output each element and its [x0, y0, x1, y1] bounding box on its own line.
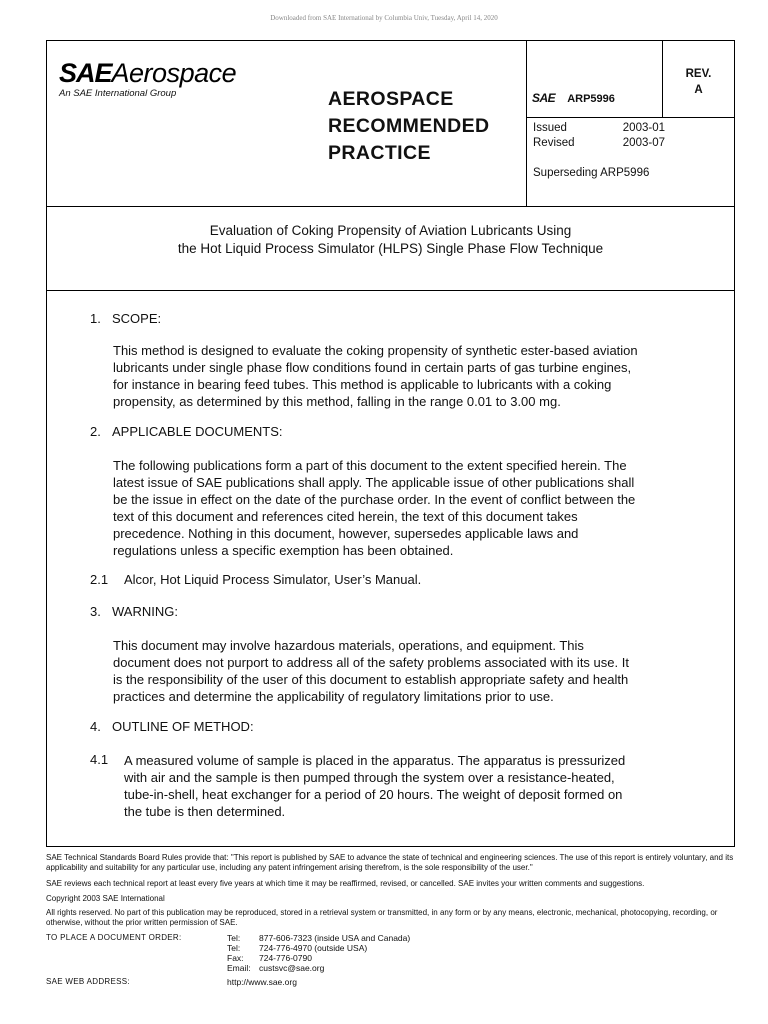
- document-header: [47, 41, 734, 207]
- document-title-box: [47, 207, 734, 291]
- paragraph-line: practices and determine the applicability of regulatory limitations prior to use.: [113, 689, 554, 704]
- copyright-notice: Copyright 2003 SAE International: [46, 894, 165, 903]
- review-policy: SAE reviews each technical report at least every five years at which time it may be reaffirmed, revised, or cancelled. SAE invites your written comments and suggestions.: [46, 879, 645, 888]
- reference-item: Alcor, Hot Liquid Process Simulator, User’s Manual.: [124, 572, 422, 587]
- tel-label: Tel:: [227, 943, 241, 953]
- paragraph-line: This method is designed to evaluate the coking propensity of synthetic ester-based aviation: [113, 343, 638, 358]
- doc-type-line: AEROSPACE: [328, 88, 454, 110]
- issued-value: 2003-01: [622, 122, 665, 134]
- section-heading-scope: SCOPE:: [112, 311, 162, 326]
- tel-inside-usa: 877-606-7323 (inside USA and Canada): [259, 933, 411, 943]
- tel-outside-usa: 724-776-4970 (outside USA): [259, 943, 368, 953]
- doc-type-line: RECOMMENDED: [328, 115, 490, 137]
- paragraph-line: text of this document and references cited herein, the text of this document takes: [113, 509, 578, 524]
- paragraph-line: the tube is then determined.: [124, 804, 286, 819]
- section-heading-applicable-documents: APPLICABLE DOCUMENTS:: [112, 424, 283, 439]
- warning-paragraph: [113, 637, 629, 705]
- superseding-note: Superseding ARP5996: [533, 167, 650, 179]
- paragraph-line: tube-in-shell, heat exchanger for a period of 20 hours. The weight of deposit formed on: [124, 787, 623, 802]
- section-heading-warning: WARNING:: [112, 604, 178, 619]
- header-divider: [526, 41, 527, 206]
- fax-label: Fax:: [227, 953, 244, 963]
- header-divider: [526, 117, 734, 118]
- doc-type-line: PRACTICE: [328, 142, 431, 164]
- revision: [663, 66, 734, 98]
- doc-number-value: ARP5996: [567, 93, 615, 105]
- paragraph-line: is the responsibility of the user of this document to establish appropriate safety and health: [113, 672, 629, 687]
- section-number: 2.1: [90, 572, 109, 587]
- applicable-documents-paragraph: [113, 457, 635, 559]
- paragraph-line: be the issue in effect on the date of the purchase order. In the event of conflict between the: [113, 492, 636, 507]
- outline-paragraph: [124, 752, 625, 820]
- paragraph-line: for instance in bearing feed tubes. This method is applicable to lubricants with a coking: [113, 377, 612, 392]
- paragraph-line: A measured volume of sample is placed in the apparatus. The apparatus is pressurized: [124, 753, 626, 768]
- email-label: Email:: [227, 963, 251, 973]
- section-heading-outline-of-method: OUTLINE OF METHOD:: [112, 719, 254, 734]
- section-number: 4.1: [90, 752, 109, 767]
- standards-board-rules: SAE Technical Standards Board Rules provide that: "This report is published by SAE to advance the state of technical and engineering sciences. The use of this report is entirely voluntary, and its applicability and suitability for any particular use, including any patent infringement arising therefrom, is the sole responsibility of the user.": [46, 853, 734, 872]
- tel-label: Tel:: [227, 933, 241, 943]
- paragraph-line: with air and the sample is then pumped through the system over a resistance-heated,: [124, 770, 615, 785]
- revised-label: Revised: [533, 137, 575, 149]
- logo-aerospace-text: Aerospace: [111, 58, 237, 88]
- document-number: [532, 91, 615, 105]
- order-label: TO PLACE A DOCUMENT ORDER:: [46, 933, 182, 942]
- logo-subtitle: An SAE International Group: [59, 88, 177, 99]
- section-number: 3.: [90, 604, 101, 619]
- contact-block: [227, 933, 410, 973]
- rev-label: REV.: [685, 68, 712, 80]
- fax-number: 724-776-0790: [259, 953, 312, 963]
- paragraph-line: lubricants under single phase flow conditions found in certain parts of gas turbine engines,: [113, 360, 632, 375]
- web-address-link[interactable]: http://www.sae.org: [227, 977, 297, 987]
- paragraph-line: regulations unless a specific exemption has been obtained.: [113, 543, 454, 558]
- section-number: 2.: [90, 424, 101, 439]
- scope-paragraph: [113, 342, 638, 410]
- email-link[interactable]: custsvc@sae.org: [259, 963, 325, 973]
- logo-sae-text: SAE: [59, 58, 112, 88]
- web-address-label: SAE WEB ADDRESS:: [46, 977, 130, 986]
- paragraph-line: document does not purport to address all of the safety problems associated with its use. It: [113, 655, 629, 670]
- issued-label: Issued: [533, 122, 567, 134]
- rights-notice: All rights reserved. No part of this publication may be reproduced, stored in a retrieval system or transmitted, in any form or by any means, electronic, mechanical, photocopying, recording, or otherwise, without the prior written permission of SAE.: [46, 908, 718, 927]
- document-dates: [533, 121, 665, 151]
- paragraph-line: latest issue of SAE publications shall apply. The applicable issue of other publications shall: [113, 475, 635, 490]
- paragraph-line: propensity, as determined by this method, falling in the range 0.01 to 3.00 mg.: [113, 394, 561, 409]
- paragraph-line: precedence. Nothing in this document, however, supersedes applicable laws and: [113, 526, 579, 541]
- document-title-line: Evaluation of Coking Propensity of Aviation Lubricants Using: [209, 223, 572, 238]
- rev-value: A: [694, 84, 703, 96]
- document-title-line: the Hot Liquid Process Simulator (HLPS) Single Phase Flow Technique: [177, 241, 604, 256]
- sae-mini-logo: SAE: [532, 91, 556, 105]
- sae-aerospace-logo: [59, 59, 236, 99]
- revised-value: 2003-07: [622, 137, 665, 149]
- document-type: [328, 86, 490, 167]
- paragraph-line: This document may involve hazardous materials, operations, and equipment. This: [113, 638, 584, 653]
- download-note: Downloaded from SAE International by Columbia Univ, Tuesday, April 14, 2020: [270, 14, 498, 22]
- section-number: 4.: [90, 719, 101, 734]
- paragraph-line: The following publications form a part of this document to the extent specified herein. The: [113, 458, 627, 473]
- section-number: 1.: [90, 311, 101, 326]
